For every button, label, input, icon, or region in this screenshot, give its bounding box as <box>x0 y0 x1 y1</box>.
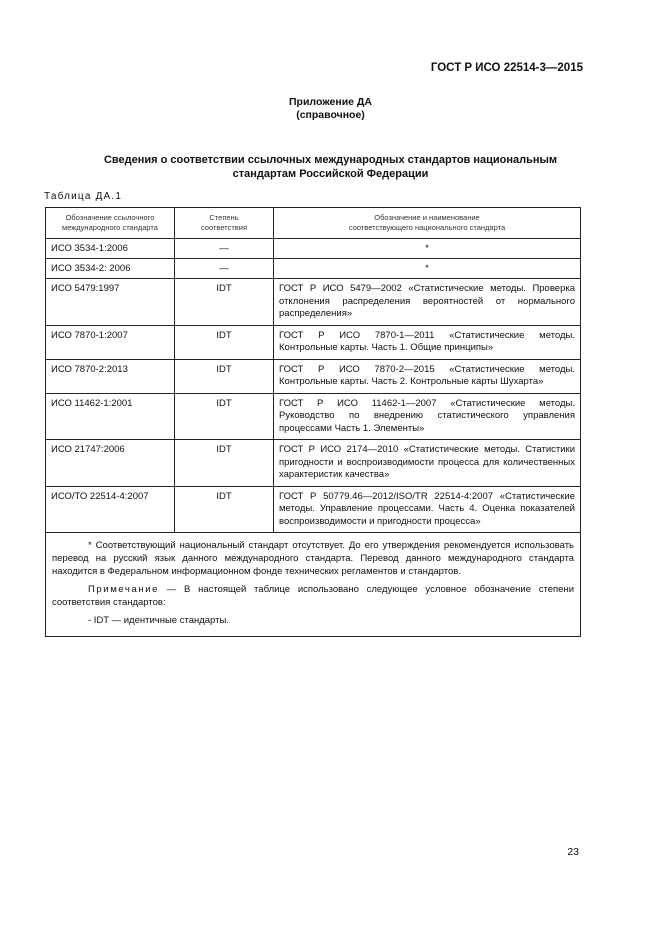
note <box>52 583 574 609</box>
cell-reference: ИСО 11462-1:2001 <box>46 393 175 440</box>
cell-national: ГОСТ Р ИСО 2174—2010 «Статистические методы. Статистики пригодности и воспроизводимости процесса для количественных характеристик качества» <box>274 440 581 487</box>
cell-reference: ИСО 3534-1:2006 <box>46 239 175 259</box>
appendix-title-block <box>0 96 661 122</box>
appendix-title: Приложение ДА <box>289 96 372 108</box>
header-national-standard <box>274 208 581 239</box>
table-notes <box>46 533 581 637</box>
table-row <box>46 440 581 487</box>
table-row <box>46 359 581 393</box>
cell-national: * <box>274 259 581 279</box>
cell-national: ГОСТ Р ИСО 11462-1—2007 «Статистические методы. Руководство по внедрению статистического управления процессами Часть 1. Элементы» <box>274 393 581 440</box>
section-heading-line2: стандартам Российской Федерации <box>232 168 429 180</box>
cell-reference: ИСО 5479:1997 <box>46 279 175 326</box>
header-col1-line2: международного стандарта <box>62 223 158 232</box>
cell-degree: IDT <box>175 279 274 326</box>
table-row <box>46 239 581 259</box>
table-row <box>46 325 581 359</box>
cell-national: ГОСТ Р ИСО 7870-1—2011 «Статистические методы. Контрольные карты. Часть 1. Общие принципы» <box>274 325 581 359</box>
cell-national: ГОСТ Р ИСО 7870-2—2015 «Статистические методы. Контрольные карты. Часть 2. Контрольные карты Шухарта» <box>274 359 581 393</box>
table-row <box>46 279 581 326</box>
table-row <box>46 393 581 440</box>
header-reference-standard <box>46 208 175 239</box>
note-text: — В настоящей таблице использовано следующее условное обозначение степени соответствия стандартов: <box>52 584 574 608</box>
correspondence-table <box>45 207 581 637</box>
header-col2-line2: соответствия <box>200 223 248 232</box>
cell-degree: — <box>175 239 274 259</box>
cell-reference: ИСО 7870-2:2013 <box>46 359 175 393</box>
cell-degree: IDT <box>175 359 274 393</box>
cell-national: ГОСТ Р ИСО 5479—2002 «Статистические методы. Проверка отклонения распределения вероятностей от нормального распределения» <box>274 279 581 326</box>
cell-degree: — <box>175 259 274 279</box>
table-row <box>46 486 581 533</box>
legend-idt: - IDT — идентичные стандарты. <box>88 615 229 626</box>
cell-national: * <box>274 239 581 259</box>
section-heading-line1: Сведения о соответствии ссылочных международных стандартов национальным <box>103 154 558 166</box>
note-label: Примечание <box>88 584 159 595</box>
cell-reference: ИСО 7870-1:2007 <box>46 325 175 359</box>
document-code: ГОСТ Р ИСО 22514-3—2015 <box>430 62 583 74</box>
header-col3-line2: соответствующего национального стандарта <box>348 223 506 232</box>
cell-reference: ИСО 3534-2: 2006 <box>46 259 175 279</box>
appendix-subtitle: (справочное) <box>296 109 365 121</box>
header-col3-line1: Обозначение и наименование <box>374 213 480 222</box>
cell-degree: IDT <box>175 440 274 487</box>
table-header-row <box>46 208 581 239</box>
cell-national: ГОСТ Р 50779.46—2012/ISO/TR 22514-4:2007 «Статистические методы. Управление процессами. Часть 4. Оценка показателей воспроизводимости и пригодности процесса» <box>274 486 581 533</box>
table-row <box>46 259 581 279</box>
cell-degree: IDT <box>175 393 274 440</box>
header-col2-line1: Степень <box>209 213 239 222</box>
cell-reference: ИСО/ТО 22514-4:2007 <box>46 486 175 533</box>
table-notes-row <box>46 533 581 637</box>
cell-degree: IDT <box>175 486 274 533</box>
table-caption: Таблица ДА.1 <box>44 191 123 202</box>
cell-reference: ИСО 21747:2006 <box>46 440 175 487</box>
header-degree <box>175 208 274 239</box>
header-col1-line1: Обозначение ссылочного <box>65 213 155 222</box>
footnote: * Соответствующий национальный стандарт отсутствует. До его утверждения рекомендуется использовать перевод на русский язык данного международного стандарта. Перевод данного международного стандарта находится в Федеральном информационном фонде технических регламентов и стандартов. <box>52 540 574 577</box>
cell-degree: IDT <box>175 325 274 359</box>
section-heading <box>60 153 601 181</box>
page-number: 23 <box>567 846 579 858</box>
